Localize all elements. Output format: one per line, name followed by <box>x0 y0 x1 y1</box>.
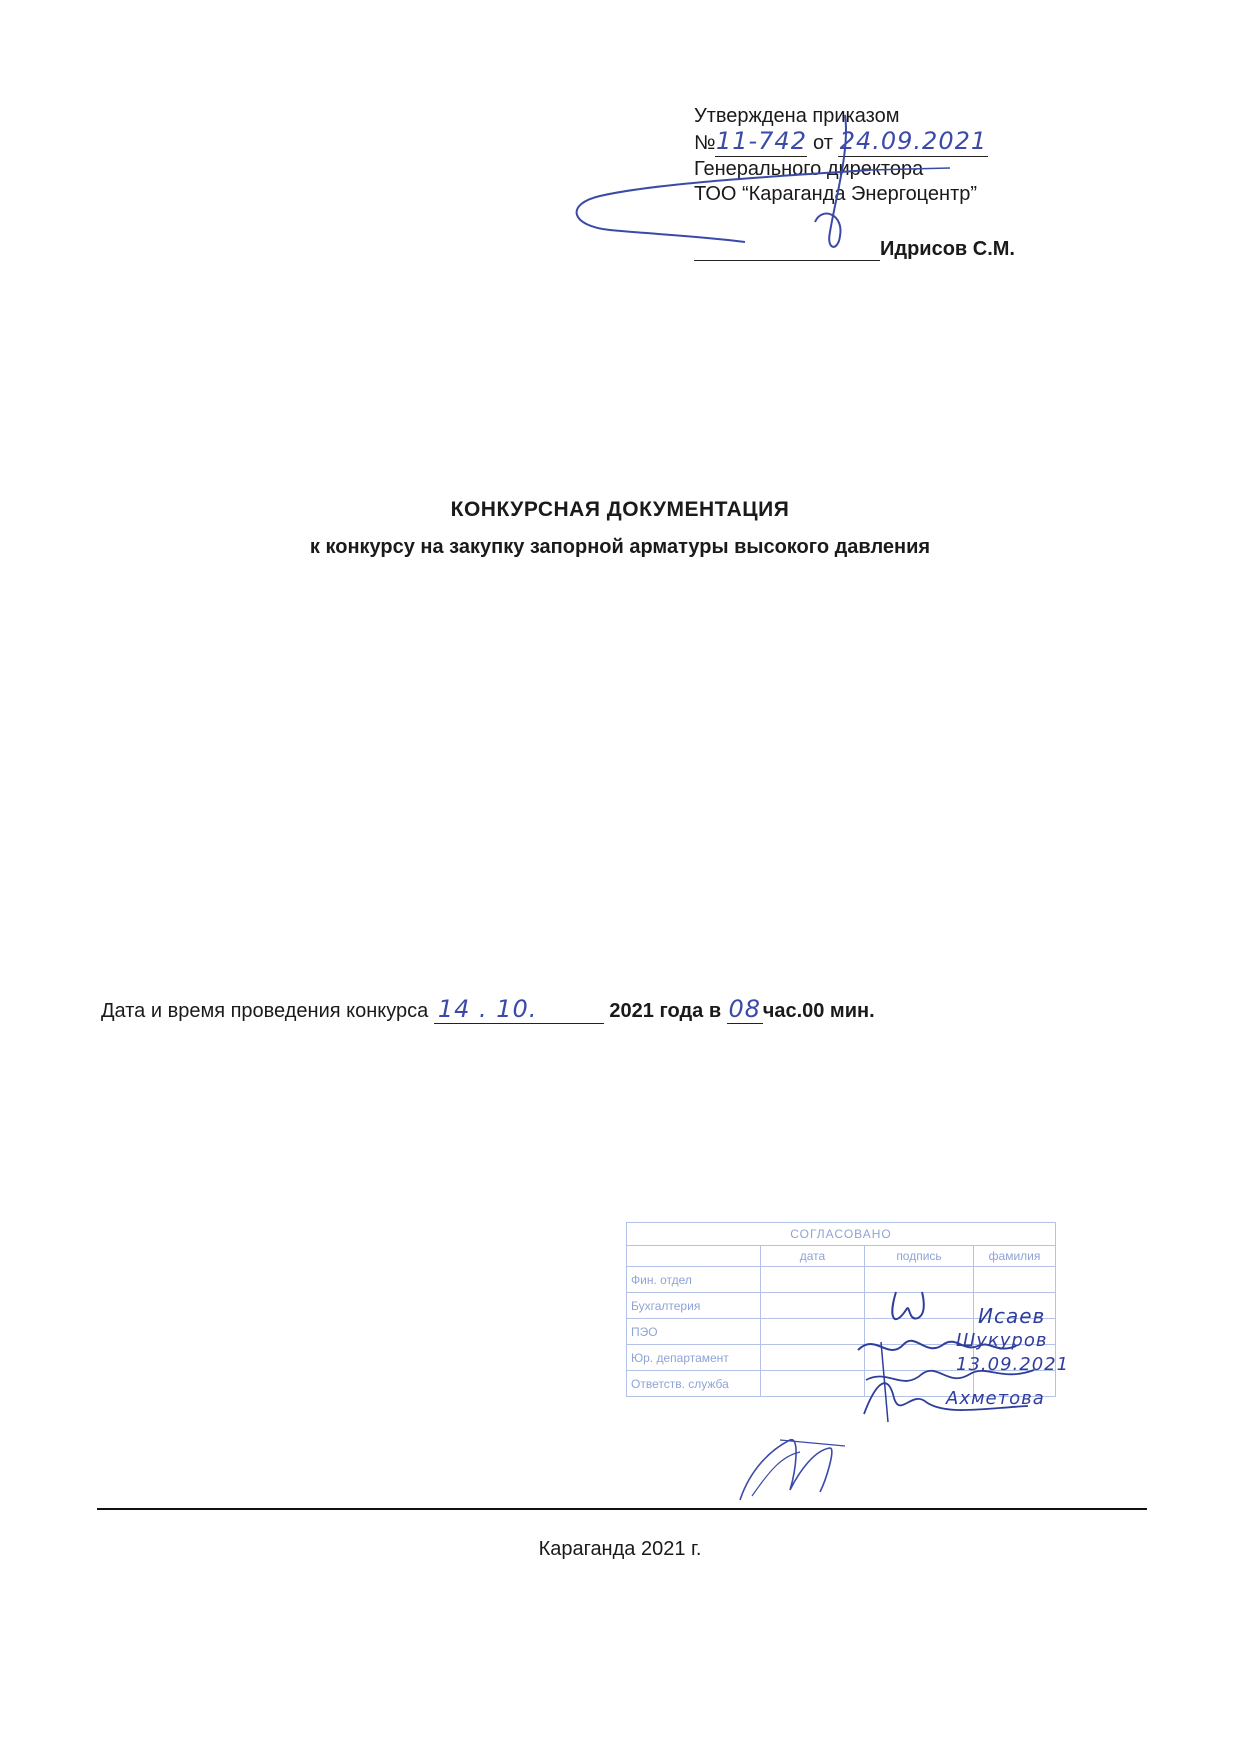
stamp-handwritten-date: 13.09.2021 <box>956 1354 1070 1375</box>
order-number: 11-742 <box>715 127 807 155</box>
document-subtitle: к конкурсу на закупку запорной арматуры высокого давления <box>309 536 931 558</box>
order-date: 24.09.2021 <box>839 127 988 155</box>
document-title: КОНКУРСНАЯ ДОКУМЕНТАЦИЯ <box>450 498 790 521</box>
stamp-surname: Исаев <box>978 1304 1046 1328</box>
city-year: Караганда 2021 г. <box>538 1538 702 1560</box>
number-sign: № <box>694 132 716 154</box>
tender-day-field <box>434 995 604 1024</box>
stamp-col-surname: фамилия <box>974 1246 1056 1267</box>
tender-hour-field <box>727 995 763 1024</box>
tender-year-text: 2021 года в <box>609 1000 722 1022</box>
signatory-name: Идрисов С.М. <box>880 238 1015 260</box>
stamp-surname: Ахметова <box>946 1388 1045 1409</box>
stamp-surname: Шукуров <box>956 1330 1048 1351</box>
tender-time-tail: час.00 мин. <box>762 1000 875 1022</box>
tender-date-line <box>101 995 875 1024</box>
tender-hour: 08 <box>728 995 761 1023</box>
approval-stamp <box>626 1222 1070 1440</box>
stamp-dept: Бухгалтерия <box>627 1293 761 1319</box>
approval-line-1: Утверждена приказом <box>694 105 900 127</box>
stamp-dept: Ответств. служба <box>627 1371 761 1397</box>
director-signature <box>0 0 1240 300</box>
tender-day: 14 . 10. <box>437 995 538 1023</box>
stamp-col-date: дата <box>761 1246 865 1267</box>
stamp-col-signature: подпись <box>865 1246 974 1267</box>
stamp-header: СОГЛАСОВАНО <box>627 1223 1056 1246</box>
approval-line-4: ТОО “Караганда Энергоцентр” <box>694 183 978 205</box>
approval-line-3: Генерального директора <box>694 158 924 180</box>
stamp-dept: ПЭО <box>627 1319 761 1345</box>
stamp-dept: Юр. департамент <box>627 1345 761 1371</box>
tender-date-label: Дата и время проведения конкурса <box>101 1000 429 1022</box>
date-prefix: от <box>813 132 833 154</box>
bottom-divider <box>97 1508 1147 1510</box>
stamp-dept: Фин. отдел <box>627 1267 761 1293</box>
